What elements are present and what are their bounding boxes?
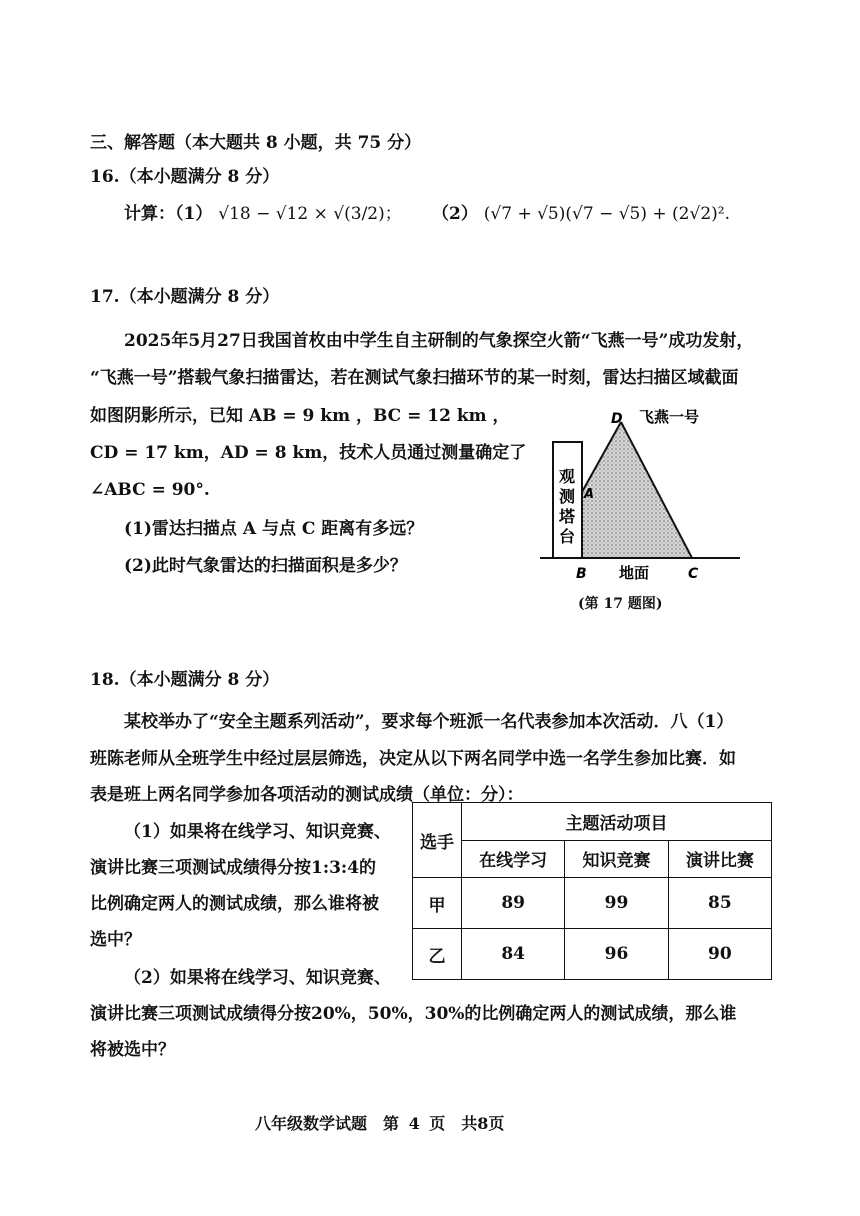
q16-prompt: 计算： [124, 204, 175, 224]
q16-part2-label: （2） [432, 204, 478, 224]
q17-header: 17.（本小题满分 8 分） [90, 287, 280, 307]
q16-part1-expr: √18 − √12 × √(3/2)； [218, 204, 402, 224]
table-column-header: 知识竞赛 [565, 840, 668, 878]
table-group-header: 主题活动项目 [462, 803, 772, 841]
table-column-header: 演讲比赛 [668, 840, 771, 878]
q17-figure [535, 400, 765, 590]
q18-header: 18.（本小题满分 8 分） [90, 670, 280, 690]
section-title: 三、解答题（本大题共 8 小题，共 75 分） [90, 133, 422, 153]
table-cell: 96 [565, 929, 668, 980]
point-a-label: A [584, 487, 595, 502]
table-cell: 89 [462, 878, 565, 929]
q18-sub2-line1: （2）如果将在线学习、知识竞赛、 [124, 968, 391, 988]
table-row-name: 乙 [413, 929, 462, 980]
q16-part2-expr: (√7 + √5)(√7 − √5) + (2√2)². [483, 204, 730, 224]
q17-line1: 2025年5月27日我国首枚由中学生自主研制的气象探空火箭“飞燕一号”成功发射， [124, 331, 754, 351]
q17-figure-caption: (第 17 题图) [578, 596, 663, 612]
table-header-row [413, 803, 772, 841]
q18-sub2-line2: 演讲比赛三项测试成绩得分按20%，50%，30%的比例确定两人的测试成绩，那么谁 [90, 1004, 737, 1024]
q18-sub1-line1: （1）如果将在线学习、知识竞赛、 [124, 822, 391, 842]
q18-sub1-line3: 比例确定两人的测试成绩，那么谁将被 [90, 894, 379, 914]
table-cell: 84 [462, 929, 565, 980]
q18-sub1-line4: 选中？ [90, 930, 141, 950]
point-c-label: C [688, 566, 699, 582]
q16-calc-line [124, 202, 402, 226]
page-footer: 八年级数学试题 第 4 页 共8页 [255, 1114, 505, 1133]
q18-line1: 某校举办了“安全主题系列活动”，要求每个班派一名代表参加本次活动．八（1） [124, 712, 734, 732]
table-cell: 99 [565, 878, 668, 929]
rocket-label: 飞燕一号 [639, 408, 700, 426]
scan-area-shading [582, 422, 692, 558]
point-b-label: B [576, 566, 587, 582]
table-column-header: 在线学习 [462, 840, 565, 878]
tower-label-4: 台 [558, 527, 576, 546]
q17-line4: CD = 17 km，AD = 8 km，技术人员通过测量确定了 [90, 443, 527, 463]
q18-line2: 班陈老师从全班学生中经过层层筛选，决定从以下两名同学中选一名学生参加比赛．如 [90, 749, 736, 769]
q17-sub1: (1)雷达扫描点 A 与点 C 距离有多远？ [124, 519, 424, 539]
q16-part1-label: （1） [175, 204, 213, 224]
table-row [413, 878, 772, 929]
q16-header: 16.（本小题满分 8 分） [90, 167, 280, 187]
q17-line2: “飞燕一号”搭载气象扫描雷达，若在测试气象扫描环节的某一时刻，雷达扫描区域截面 [90, 368, 739, 388]
q16-part2 [432, 202, 730, 226]
q18-line3: 表是班上两名同学参加各项活动的测试成绩（单位：分）： [90, 785, 524, 805]
table-cell: 85 [668, 878, 771, 929]
q18-sub2-line3: 将被选中？ [90, 1040, 175, 1060]
tower-label-1: 观 [558, 467, 576, 486]
table-subheader-row [413, 840, 772, 878]
q17-line5: ∠ABC = 90°. [90, 480, 210, 500]
tower-label-2: 测 [558, 487, 576, 506]
table-corner-cell: 选手 [413, 803, 462, 878]
q18-sub1-line2: 演讲比赛三项测试成绩得分按1:3:4的 [90, 858, 377, 878]
table-row-name: 甲 [413, 878, 462, 929]
table-cell: 90 [668, 929, 771, 980]
score-table [412, 802, 772, 980]
point-d-label: D [611, 411, 623, 427]
ground-label: 地面 [619, 564, 650, 582]
tower-label-3: 塔 [558, 507, 576, 526]
q17-sub2: (2)此时气象雷达的扫描面积是多少？ [124, 556, 407, 576]
q17-line3: 如图阴影所示，已知 AB = 9 km ，BC = 12 km ， [90, 406, 510, 426]
table-row [413, 929, 772, 980]
